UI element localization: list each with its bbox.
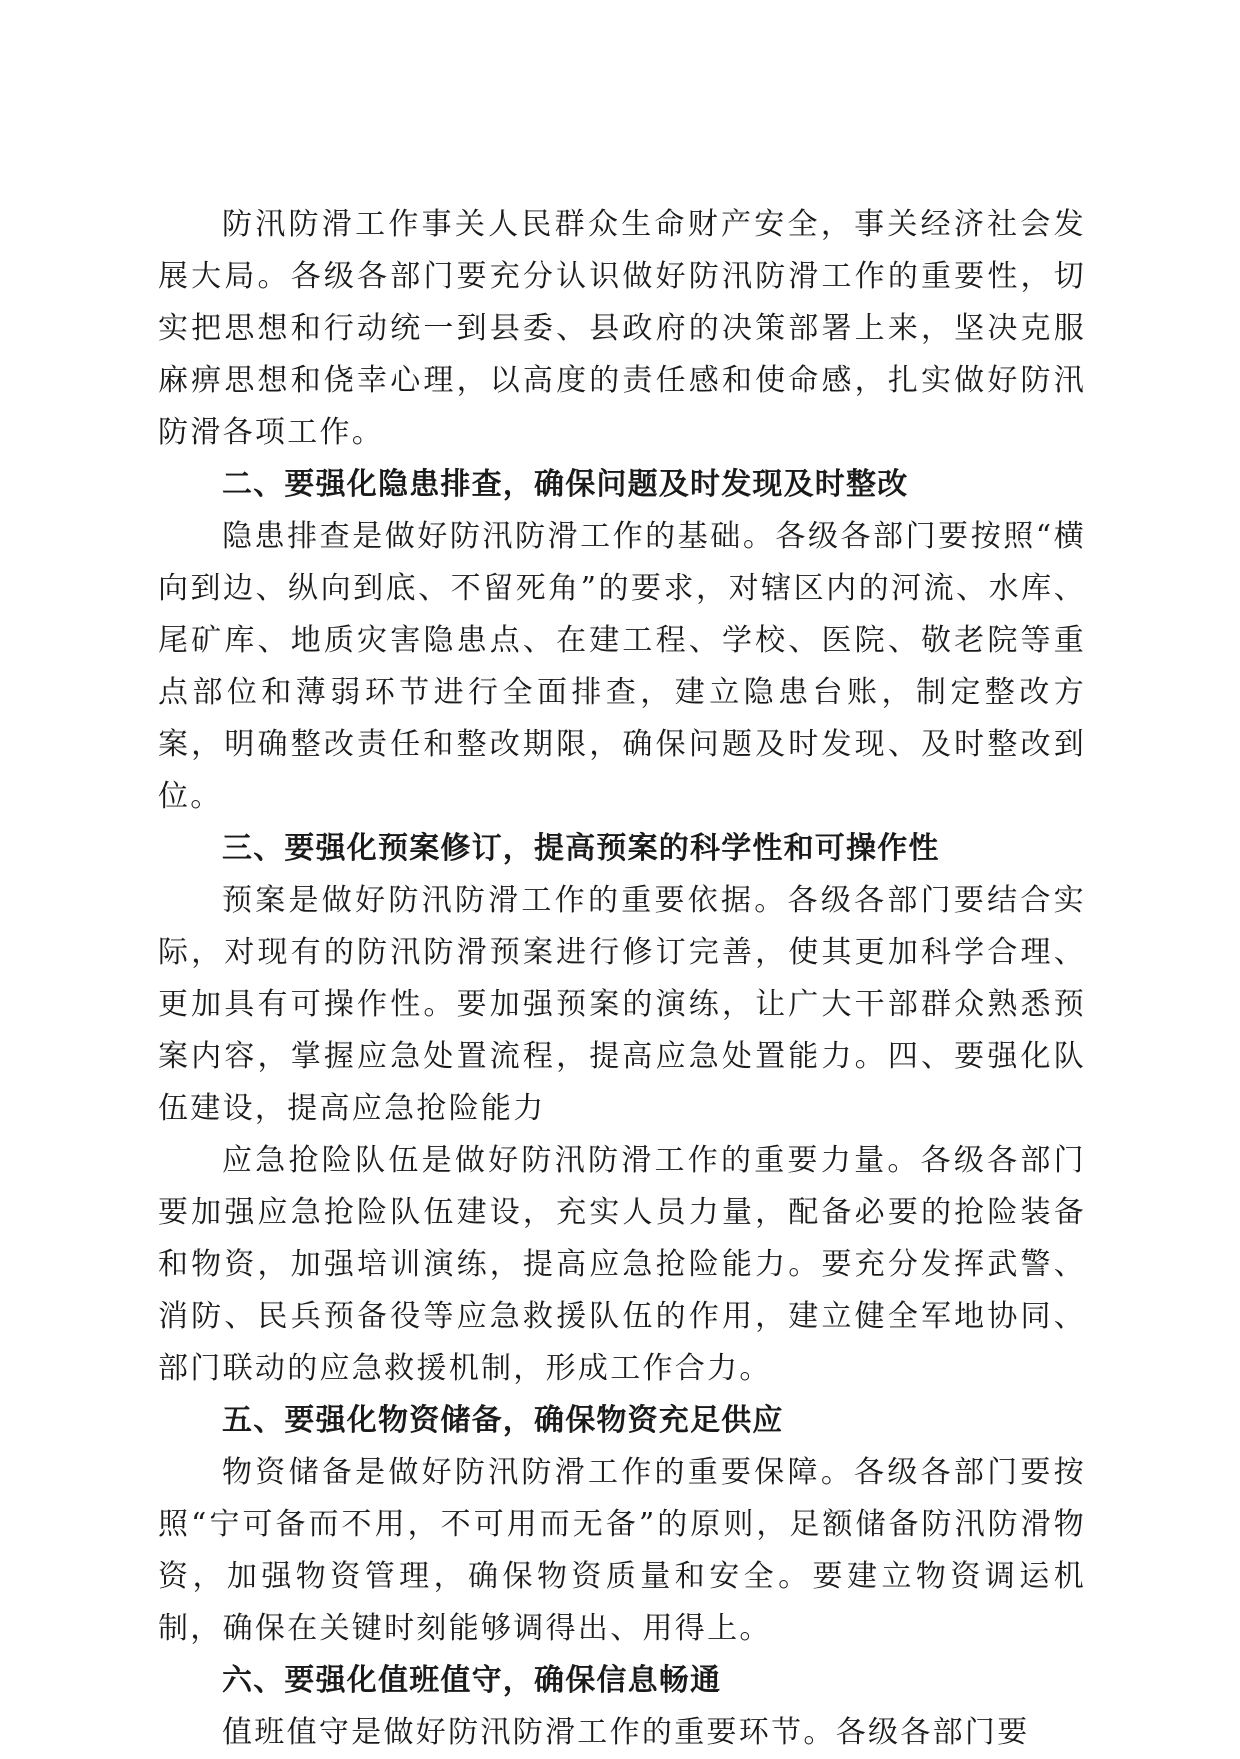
heading-section-6: 六、要强化值班值守，确保信息畅通 — [222, 1663, 722, 1698]
heading-section-3: 三、要强化预案修订，提高预案的科学性和可操作性 — [222, 831, 940, 866]
heading-section-5: 五、要强化物资储备，确保物资充足供应 — [222, 1403, 784, 1438]
paragraph-section-4: 应急抢险队伍是做好防汛防滑工作的重要力量。各级各部门要加强应急抢险队伍建设，充实人员力量，配备必要的抢险装备和物资，加强培训演练，提高应急抢险能力。要充分发挥武警、消防、民兵预备役等应急救援队伍的作用，建立健全军地协同、部门联动的应急救援机制，形成工作合力。 — [158, 1143, 1086, 1386]
paragraph-section-3: 预案是做好防汛防滑工作的重要依据。各级各部门要结合实际，对现有的防汛防滑预案进行修订完善，使其更加科学合理、更加具有可操作性。要加强预案的演练，让广大干部群众熟悉预案内容，掌握应急处置流程，提高应急处置能力。四、要强化队伍建设，提高应急抢险能力 — [158, 883, 1086, 1126]
paragraph-section-6: 值班值守是做好防汛防滑工作的重要环节。各级各部门要 — [222, 1715, 1030, 1750]
document-page — [158, 199, 1086, 1759]
paragraph-intro: 防汛防滑工作事关人民群众生命财产安全，事关经济社会发展大局。各级各部门要充分认识做好防汛防滑工作的重要性，切实把思想和行动统一到县委、县政府的决策部署上来，坚决克服麻痹思想和侥幸心理，以高度的责任感和使命感，扎实做好防汛防滑各项工作。 — [158, 207, 1086, 450]
paragraph-section-2: 隐患排查是做好防汛防滑工作的基础。各级各部门要按照“横向到边、纵向到底、不留死角”的要求，对辖区内的河流、水库、尾矿库、地质灾害隐患点、在建工程、学校、医院、敬老院等重点部位和薄弱环节进行全面排查，建立隐患台账，制定整改方案，明确整改责任和整改期限，确保问题及时发现、及时整改到位。 — [158, 519, 1086, 814]
paragraph-section-5: 物资储备是做好防汛防滑工作的重要保障。各级各部门要按照“宁可备而不用，不可用而无备”的原则，足额储备防汛防滑物资，加强物资管理，确保物资质量和安全。要建立物资调运机制，确保在关键时刻能够调得出、用得上。 — [158, 1455, 1086, 1646]
heading-section-2: 二、要强化隐患排查，确保问题及时发现及时整改 — [222, 467, 909, 502]
